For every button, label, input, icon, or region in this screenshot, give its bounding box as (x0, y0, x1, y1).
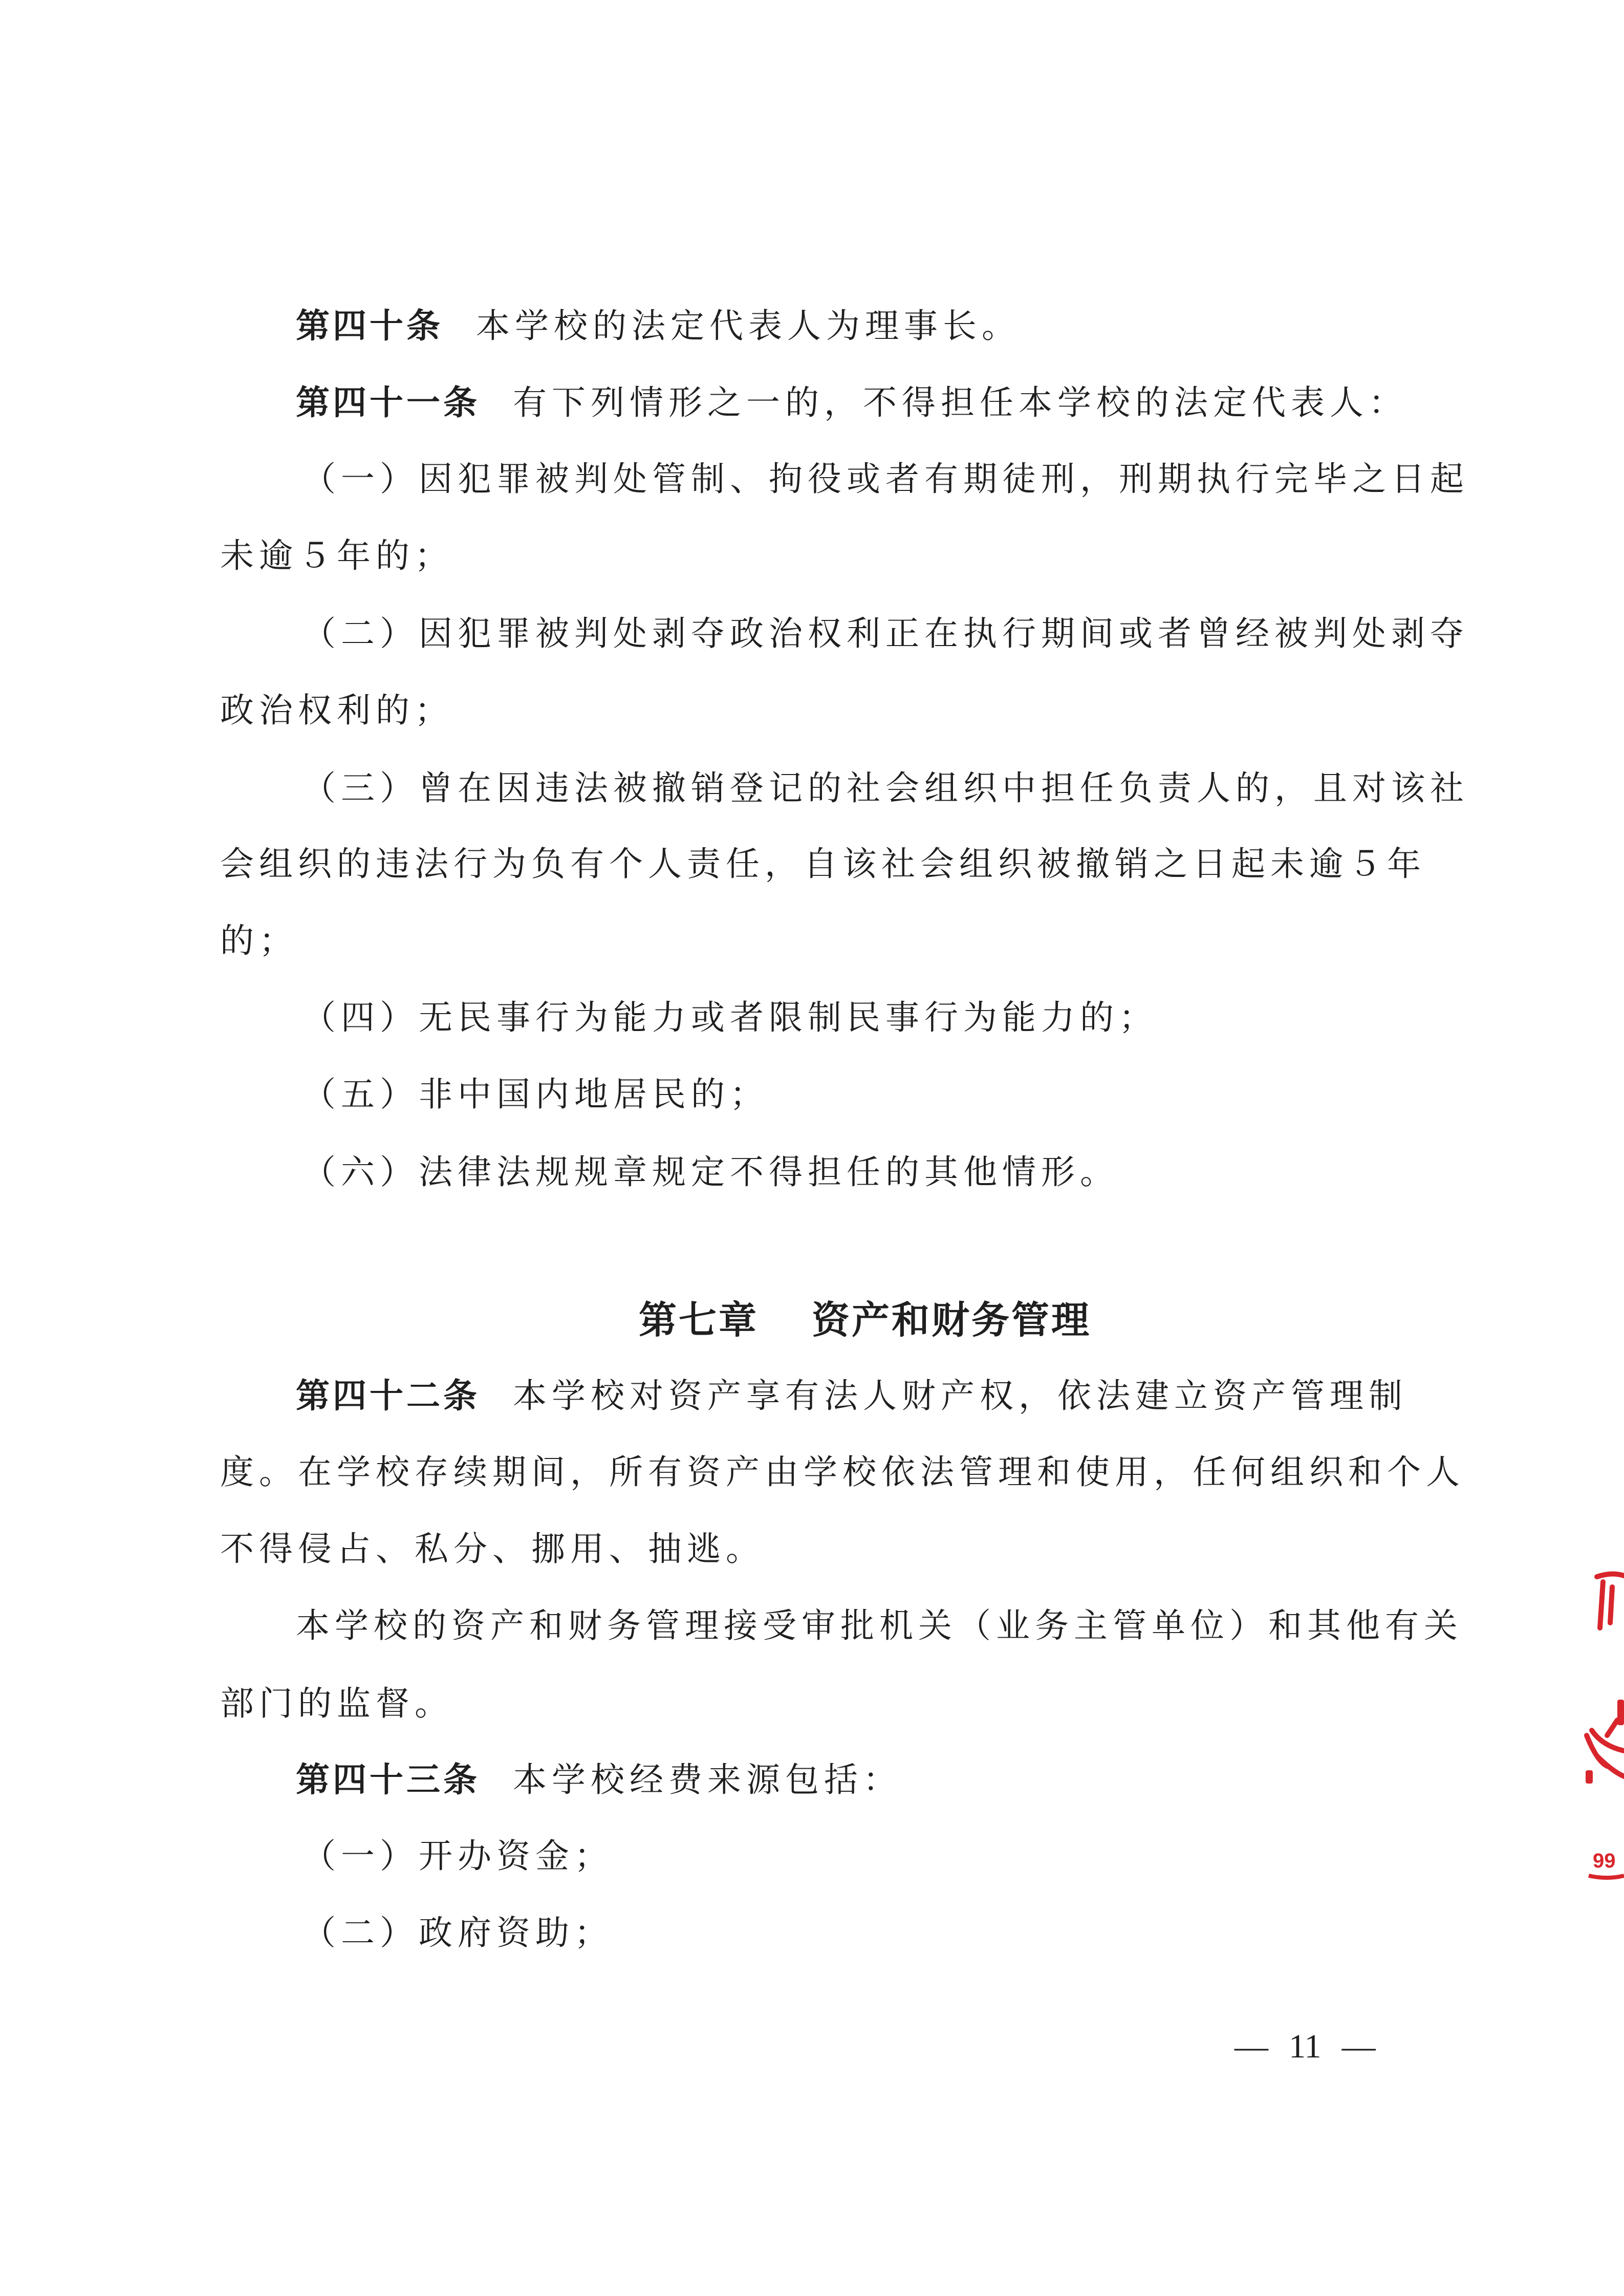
article-40-text: 本学校的法定代表人为理事长。 (476, 306, 1021, 346)
seal-fragment-text: 99 (1593, 1850, 1616, 1872)
chapter-heading (639, 1297, 1091, 1343)
seal-icon (1576, 1567, 1624, 1904)
article-41-item-4: （四）无民事行为能力或者限制民事行为能力的； (302, 998, 1158, 1037)
article-40-heading: 第四十条 (296, 306, 443, 346)
article-42-heading: 第四十二条 (296, 1376, 480, 1415)
article-41-item-3-line-1: （三）曾在因违法被撤销登记的社会组织中担任负责人的，且对该社 (302, 768, 1469, 808)
article-41 (296, 382, 1408, 423)
chapter-number: 第七章 (639, 1298, 759, 1342)
article-41-item-1-line-2: 未逾５年的； (220, 536, 453, 575)
article-41-item-3-line-2: 会组织的违法行为负有个人责任，自该社会组织被撤销之日起未逾５年 (220, 844, 1426, 884)
article-42-line-1: 本学校对资产享有法人财产权，依法建立资产管理制 (513, 1376, 1408, 1415)
article-43-heading: 第四十三条 (296, 1759, 480, 1799)
article-41-text: 有下列情形之一的，不得担任本学校的法定代表人： (513, 383, 1408, 422)
page-number-dash-left: — (1235, 2028, 1268, 2065)
article-41-item-6: （六）法律法规规章规定不得担任的其他情形。 (302, 1152, 1119, 1192)
article-41-item-5: （五）非中国内地居民的； (302, 1075, 769, 1114)
article-43-text: 本学校经费来源包括： (513, 1760, 902, 1799)
article-43 (296, 1759, 902, 1800)
article-42-para-2-line-2: 部门的监督。 (220, 1684, 453, 1723)
article-41-item-3-line-3: 的； (220, 921, 298, 960)
article-41-item-1-line-1: （一）因犯罪被判处管制、拘役或者有期徒刑，刑期执行完毕之日起 (302, 459, 1469, 499)
page-number-value: 11 (1289, 2028, 1322, 2065)
red-seal-fragment (1576, 1567, 1624, 1904)
article-42 (296, 1375, 1408, 1417)
page-number (1235, 2026, 1376, 2067)
article-43-item-2: （二）政府资助； (302, 1913, 613, 1952)
article-40 (296, 305, 1021, 347)
article-41-item-2-line-2: 政治权利的； (220, 691, 453, 730)
article-41-item-2-line-1: （二）因犯罪被判处剥夺政治权利正在执行期间或者曾经被判处剥夺 (302, 614, 1469, 653)
chapter-title: 资产和财务管理 (812, 1298, 1091, 1342)
article-42-line-2: 度。在学校存续期间，所有资产由学校依法管理和使用，任何组织和个人 (220, 1452, 1465, 1492)
page-number-dash-right: — (1341, 2028, 1376, 2065)
article-42-para-2-line-1: 本学校的资产和财务管理接受审批机关（业务主管单位）和其他有关 (296, 1606, 1463, 1645)
article-42-line-3: 不得侵占、私分、挪用、抽逃。 (220, 1529, 765, 1569)
article-41-heading: 第四十一条 (296, 382, 480, 422)
article-43-item-1: （一）开办资金； (302, 1836, 613, 1876)
